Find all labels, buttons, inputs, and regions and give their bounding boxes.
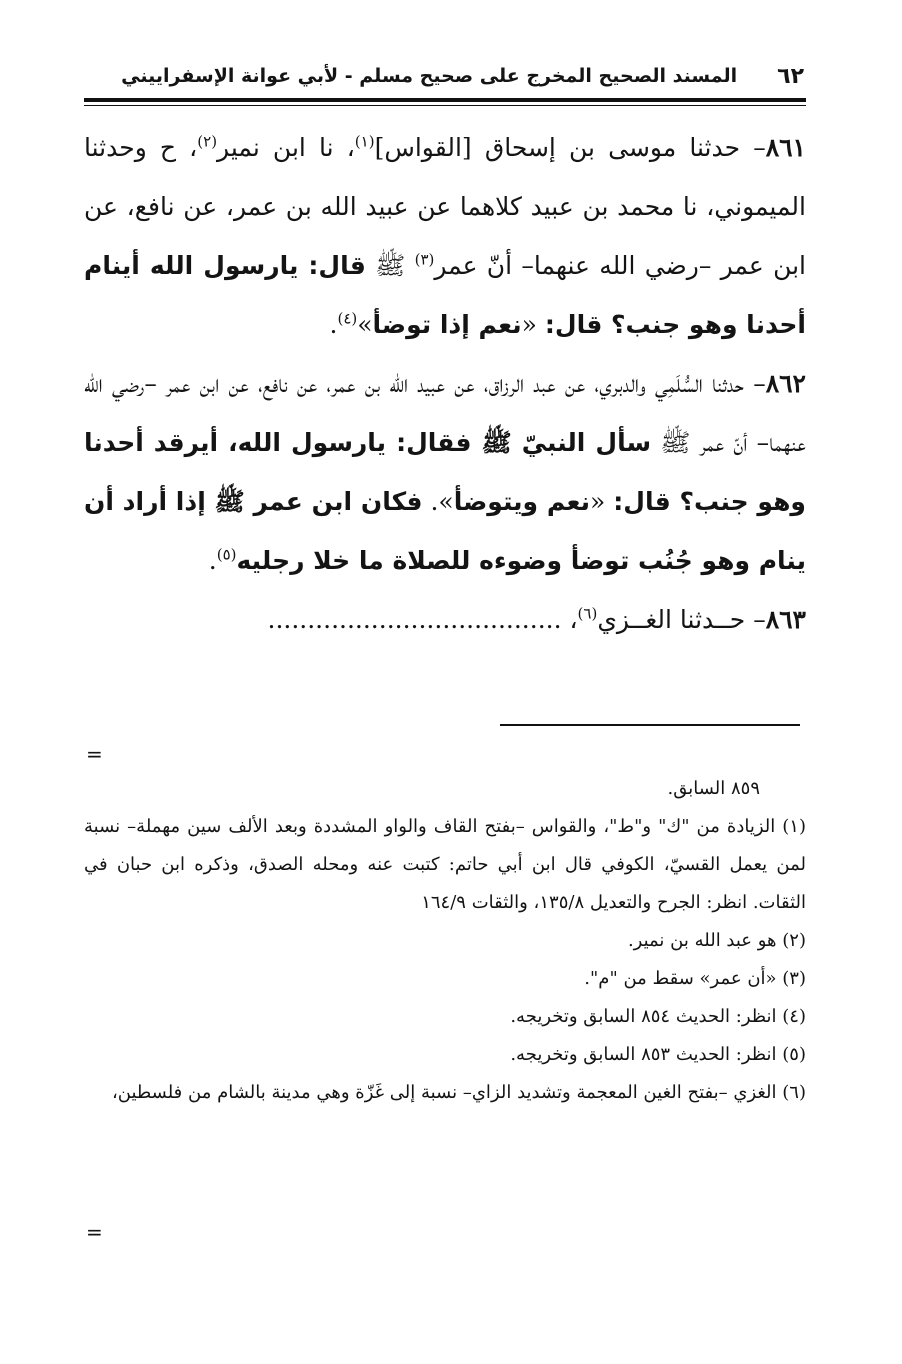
hadith-text: . <box>208 546 217 575</box>
quote-mark: ». <box>422 487 454 516</box>
quote-mark: « <box>589 487 614 516</box>
hadith-text: ﷺ <box>365 251 415 280</box>
footnote-2: (٢) هو عبد الله بن نمير. <box>627 930 806 951</box>
hadith-861 <box>84 118 806 354</box>
footnote-4: (٤) انظر: الحديث ٨٥٤ السابق وتخريجه. <box>510 1006 806 1027</box>
header-rule <box>84 98 806 102</box>
hadith-bold-text: قال: يارسول الله أينام أحدنا وهو جنب؟ قال: <box>84 251 806 339</box>
hadith-text: . <box>329 310 338 339</box>
footnote-ref: (٦) <box>577 604 598 623</box>
hadith-text: ، ح وحدثنا الميموني، نا محمد بن عبيد كلاهما عن عبيد الله بن عمر، عن نافع، عن ابن عمر –رضي الله عنهما– أنّ عمر <box>84 133 807 280</box>
footnote-ref: (٢) <box>197 132 218 151</box>
footnote-ref: (٤) <box>337 309 358 328</box>
footnote-separator <box>500 724 800 726</box>
running-header <box>84 58 804 94</box>
running-title: المسند الصحيح المخرج على صحيح مسلم - لأبي عوانة الإسفراييني <box>121 65 738 87</box>
footnote-ref: (١) <box>354 132 375 151</box>
hadith-number: ٨٦٢ <box>765 369 806 398</box>
footnote-3: (٣) «أن عمر» سقط من "م". <box>584 968 806 989</box>
hadith-text: ، ..................................... <box>267 605 578 634</box>
quote-mark: » <box>357 310 373 339</box>
hadith-text: – حــدثنا الغــزي <box>597 605 766 634</box>
hadith-number: ٨٦٣ <box>765 605 806 634</box>
hadith-bold-text: نعم ويتوضأ <box>453 487 590 516</box>
hadith-bold-text: نعم إذا توضأ <box>372 310 522 339</box>
hadith-text: – حدثنا السُّلَمِي والدبري، عن عبد الرزاق، عن عبيد الله بن عمر، عن نافع، عن ابن عمر –رضي الله عنهما– أنّ عمر ﷺ <box>84 369 806 457</box>
main-text <box>84 118 806 649</box>
continuation-mark-top: = <box>86 742 103 766</box>
hadith-bold-text: سأل النبيّ ﷺ فقال: يارسول الله، أيرقد أحدنا وهو جنب؟ قال: <box>84 428 806 516</box>
footnote-5: (٥) انظر: الحديث ٨٥٣ السابق وتخريجه. <box>510 1044 806 1065</box>
hadith-863 <box>84 590 806 649</box>
hadith-862 <box>84 354 806 590</box>
page-number: ٦٢ <box>777 63 804 89</box>
footnotes <box>84 770 806 1112</box>
footnote-ref: (٣) <box>414 250 435 269</box>
header-rule-thin <box>84 105 806 106</box>
footnote-1: (١) الزيادة من "ك" و"ط"، والقواس –بفتح القاف والواو المشددة وبعد الألف سين مهملة– نسبة لمن يعمل القسيّ، الكوفي قال ابن أبي حاتم: كتبت عنه ومحله الصدق، وذكره ابن حبان في الثقات. انظر: الجرح والتعديل ١٣٥/٨، والثقات ١٦٤/٩ <box>84 816 806 913</box>
hadith-text: – حدثنا موسى بن إسحاق [القواس] <box>374 133 766 162</box>
continuation-mark-bottom: = <box>86 1220 103 1244</box>
footnote-carryover: ٨٥٩ السابق. <box>667 778 760 799</box>
hadith-number: ٨٦١ <box>765 133 806 162</box>
footnote-6: (٦) الغزي –بفتح الغين المعجمة وتشديد الزاي– نسبة إلى غَزّة وهي مدينة بالشام من فلسطين، <box>111 1082 806 1103</box>
hadith-bold-text: فكان ابن عمر ﷺ إذا أراد أن ينام وهو جُنُب توضأ وضوءه للصلاة ما خلا رجليه <box>84 487 806 575</box>
quote-mark: « <box>521 310 545 339</box>
footnote-ref: (٥) <box>216 545 237 564</box>
hadith-text: ، نا ابن نمير <box>217 133 355 162</box>
